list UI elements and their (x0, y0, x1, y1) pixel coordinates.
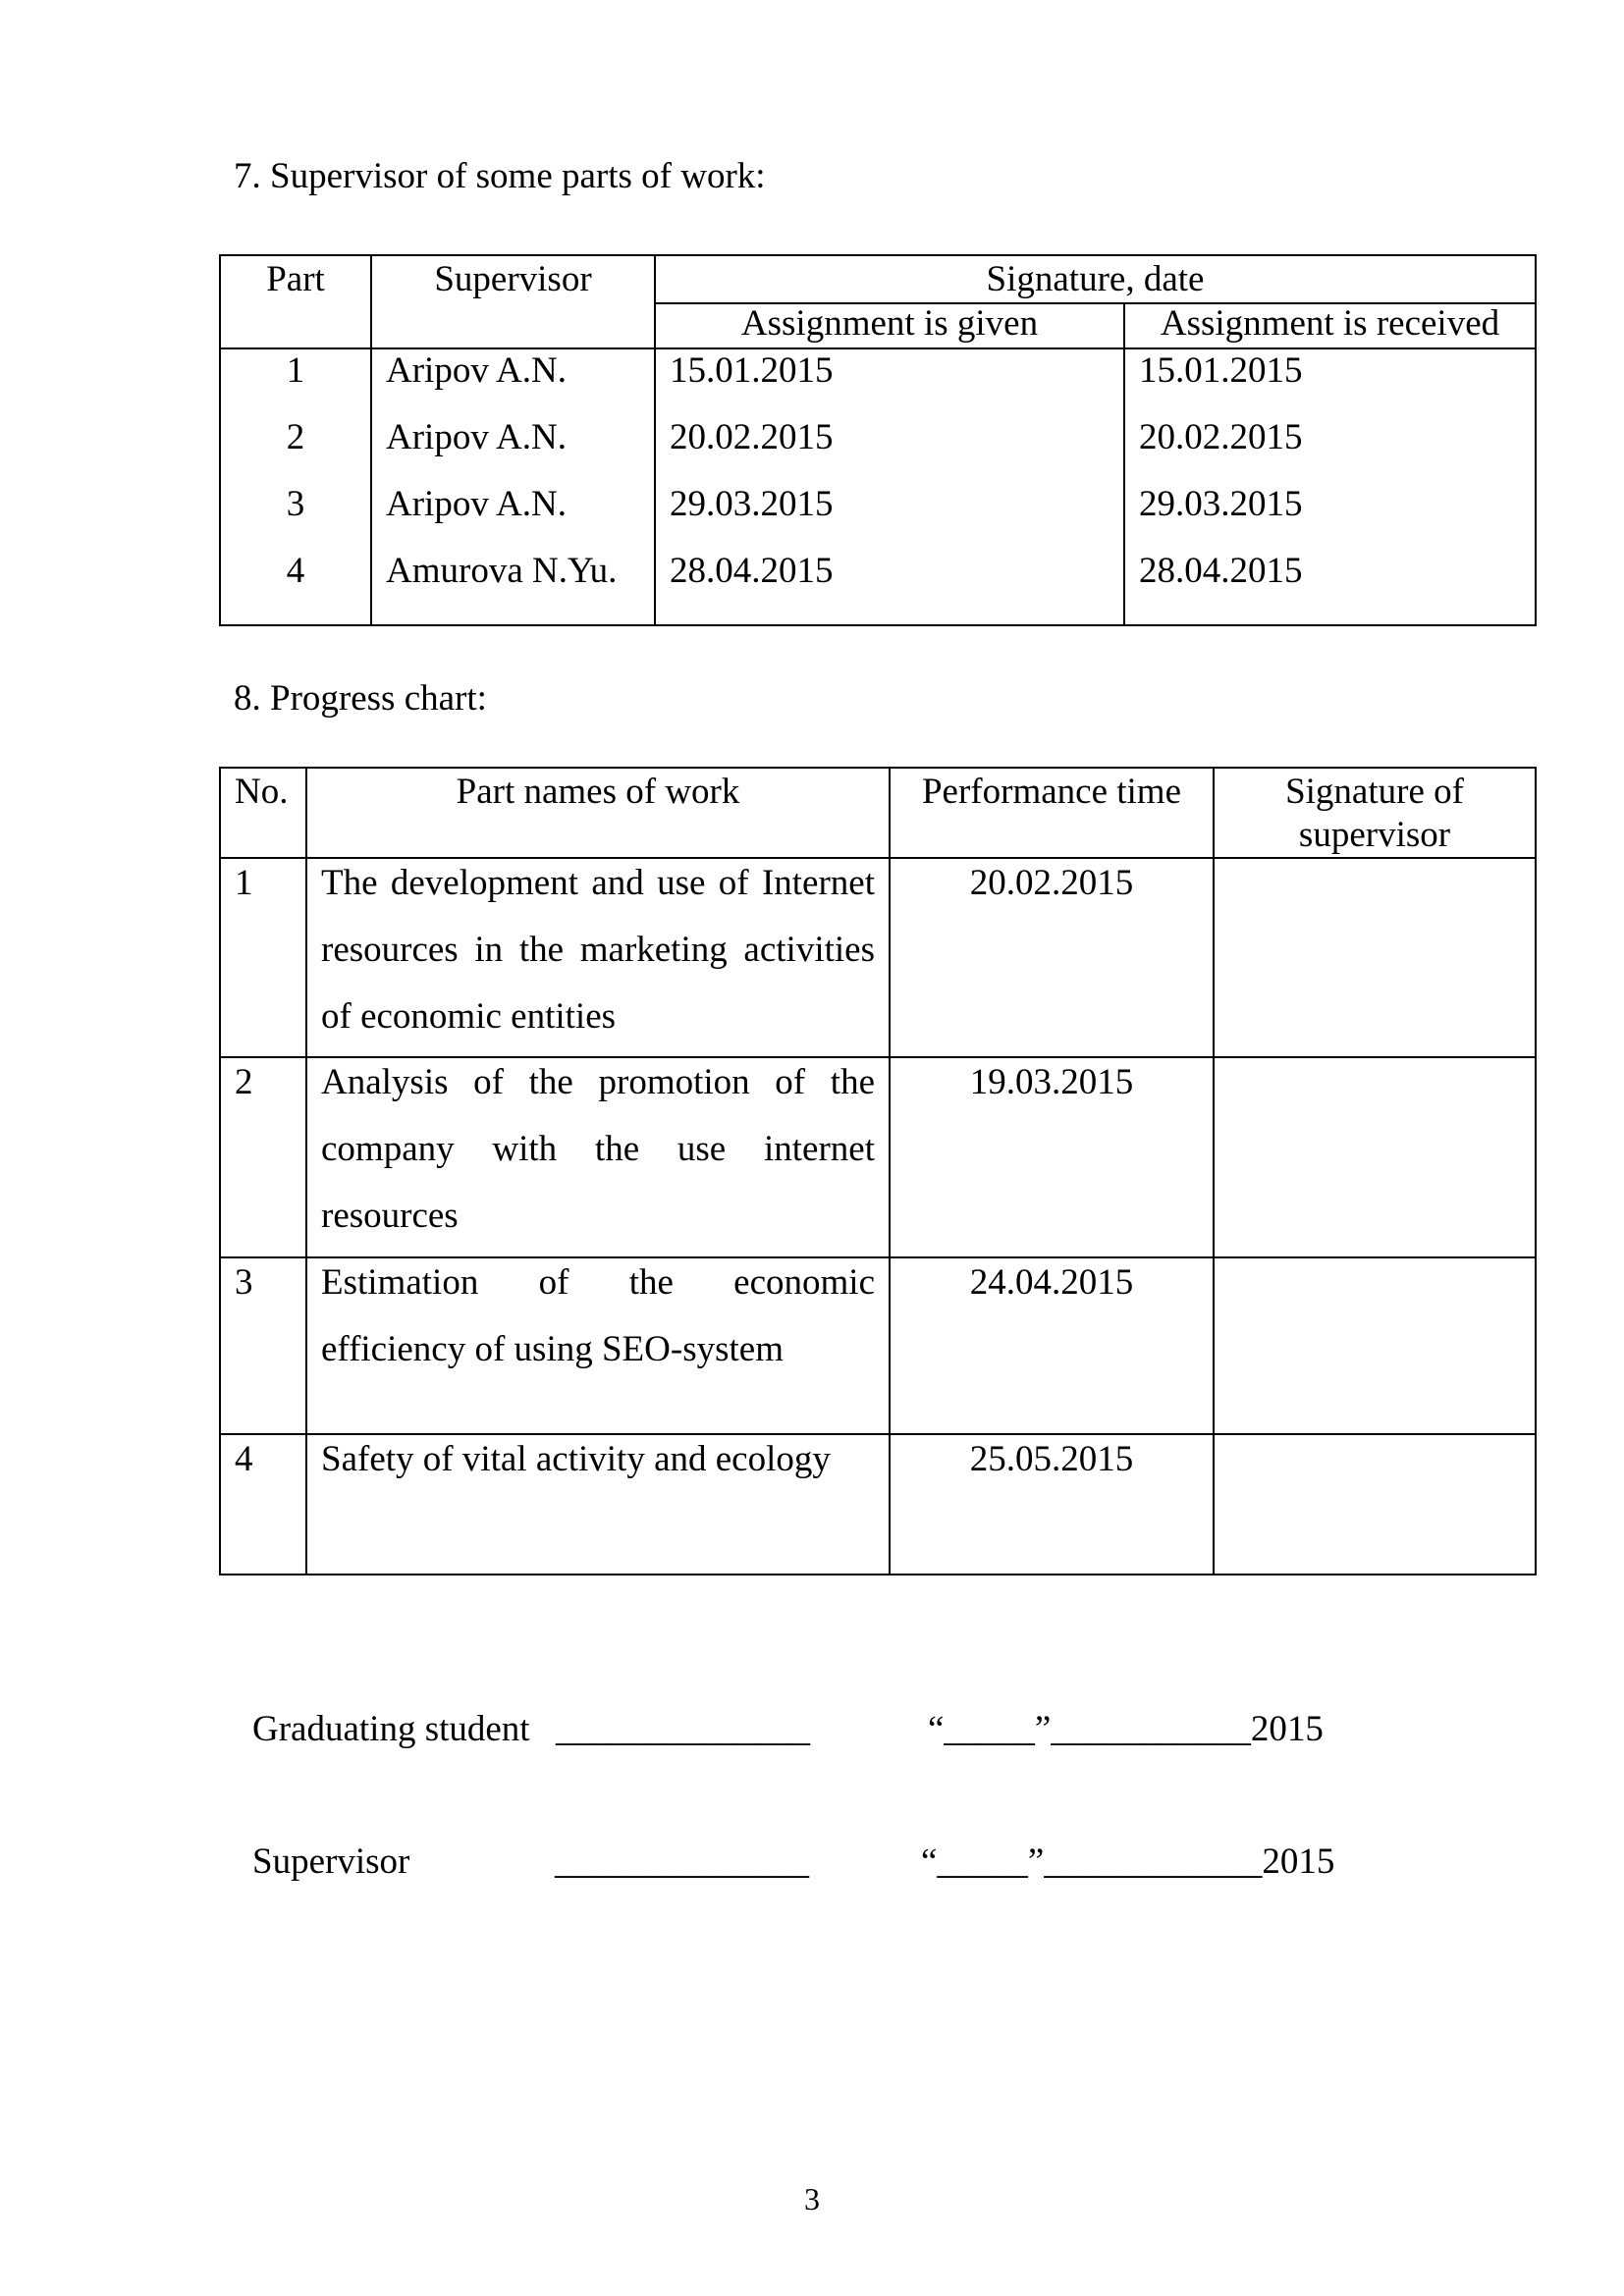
header-performance-time: Performance time (890, 768, 1214, 858)
part-column (220, 348, 371, 625)
performance-time-cell: 20.02.2015 (890, 858, 1214, 1057)
header-part: Part (220, 255, 371, 348)
given-date-cell: 15.01.2015 (670, 350, 834, 391)
graduating-student-signature-line: ______________ (556, 1709, 810, 1749)
supervisor-column (371, 348, 655, 625)
table-row (220, 858, 1536, 1057)
graduating-student-date-line: “_____”___________2015 (928, 1709, 1324, 1749)
received-date-cell: 28.04.2015 (1139, 551, 1303, 591)
row-number: 4 (220, 1434, 306, 1575)
part-cell: 3 (286, 484, 305, 524)
part-name-text: Analysis of the promotion of the company with the use internet resources (321, 1062, 875, 1236)
row-number: 2 (220, 1057, 306, 1257)
performance-time-cell: 19.03.2015 (890, 1057, 1214, 1257)
part-name-cell (306, 1057, 890, 1257)
signature-cell (1214, 1434, 1536, 1575)
part-name-cell (306, 1434, 890, 1575)
part-cell: 4 (286, 551, 305, 591)
header-assignment-given: Assignment is given (655, 303, 1124, 348)
signature-cell (1214, 1257, 1536, 1434)
part-cell: 1 (286, 350, 305, 391)
part-cell: 2 (286, 417, 305, 457)
part-name-cell (306, 1257, 890, 1434)
supervisor-cell: Aripov A.N. (386, 484, 567, 524)
given-date-cell: 28.04.2015 (670, 551, 834, 591)
header-supervisor: Supervisor (371, 255, 655, 348)
header-assignment-received: Assignment is received (1124, 303, 1536, 348)
signature-cell (1214, 1057, 1536, 1257)
performance-time-cell: 24.04.2015 (890, 1257, 1214, 1434)
section-7-heading: 7. Supervisor of some parts of work: (234, 156, 766, 196)
supervisor-date-line: “_____”____________2015 (921, 1842, 1335, 1882)
given-column (655, 348, 1124, 625)
graduating-student-label: Graduating student (252, 1709, 530, 1749)
part-name-text: Estimation of the economic efficiency of using SEO-system (321, 1262, 875, 1369)
supervisor-cell: Aripov A.N. (386, 350, 567, 391)
table-row (220, 1257, 1536, 1434)
received-column (1124, 348, 1536, 625)
given-date-cell: 20.02.2015 (670, 417, 834, 457)
received-date-cell: 15.01.2015 (1139, 350, 1303, 391)
supervisor-cell: Aripov A.N. (386, 417, 567, 457)
header-part-names: Part names of work (306, 768, 890, 858)
section-8-heading: 8. Progress chart: (234, 678, 487, 719)
received-date-cell: 20.02.2015 (1139, 417, 1303, 457)
row-number: 3 (220, 1257, 306, 1434)
signature-cell (1214, 858, 1536, 1057)
part-name-cell (306, 858, 890, 1057)
supervisor-signature-line: ______________ (555, 1842, 809, 1882)
row-number: 1 (220, 858, 306, 1057)
header-signature-date: Signature, date (655, 255, 1536, 303)
part-name-text: Safety of vital activity and ecology (321, 1439, 831, 1479)
part-name-text: The development and use of Internet resources in the marketing activities of economic entities (321, 863, 875, 1037)
supervisor-cell: Amurova N.Yu. (386, 551, 618, 591)
received-date-cell: 29.03.2015 (1139, 484, 1303, 524)
header-signature-of-supervisor: Signature of supervisor (1214, 768, 1536, 858)
supervisors-table (219, 254, 1537, 626)
performance-time-cell: 25.05.2015 (890, 1434, 1214, 1575)
header-no: No. (220, 768, 306, 858)
table-row (220, 1434, 1536, 1575)
given-date-cell: 29.03.2015 (670, 484, 834, 524)
progress-chart-table (219, 767, 1537, 1575)
table-row (220, 1057, 1536, 1257)
supervisor-label: Supervisor (252, 1842, 410, 1882)
page-number: 3 (804, 2181, 820, 2216)
